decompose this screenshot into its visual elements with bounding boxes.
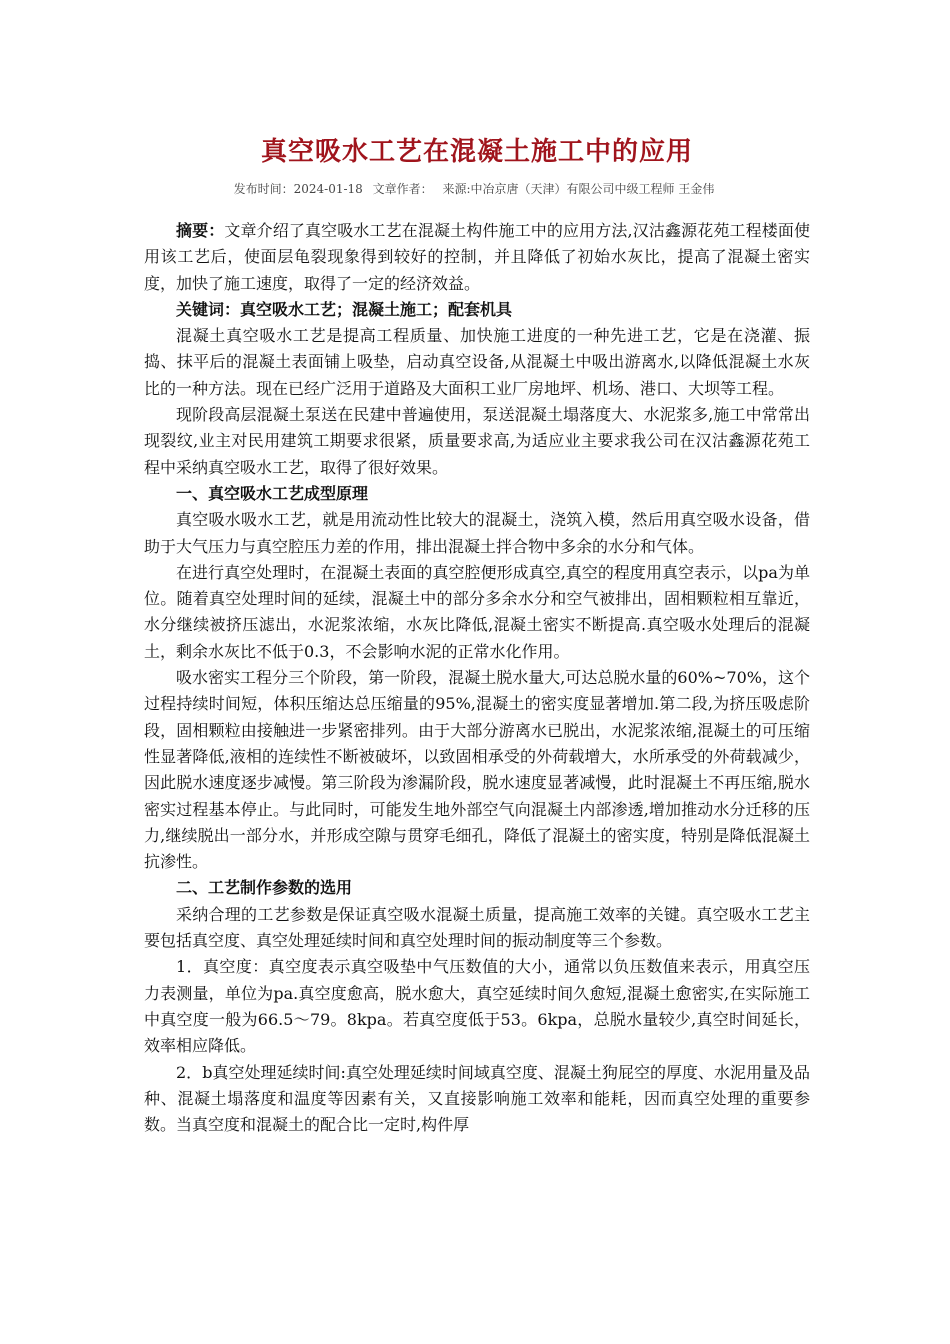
abstract-paragraph — [144, 218, 810, 297]
paragraph-5: 吸水密实工程分三个阶段，第一阶段，混凝土脱水量大,可达总脱水量的60%~70%，这个过程持续时间短，体积压缩达总压缩量的95%,混凝土的密实度显著增加.第二段,为挤压吸虑阶段，固相颗粒由接触进一步紧密排列。由于大部分游离水已脱出，水泥浆浓缩,混凝土的可压缩性显著降低,液相的连续性不断被破坏，以致固相承受的外荷载增大，水所承受的外荷载减少，因此脱水速度逐步减慢。第三阶段为渗漏阶段，脱水速度显著减慢，此时混凝土不再压缩,脱水密实过程基本停止。与此同时，可能发生地外部空气向混凝土内部渗透,增加推动水分迁移的压力,继续脱出一部分水，并形成空隙与贯穿毛细孔，降低了混凝土的密实度，特别是降低混凝土抗渗性。 — [144, 668, 810, 872]
article-body — [144, 218, 810, 1138]
paragraph-2: 现阶段高层混凝土泵送在民建中普遍使用，泵送混凝土塌落度大、水泥浆多,施工中常常出现裂纹,业主对民用建筑工期要求很紧，质量要求高,为适应业主要求我公司在汉沽鑫源花苑工程中采纳真空吸水工艺，取得了很好效果。 — [144, 405, 810, 477]
section-heading-2: 二、工艺制作参数的选用 — [176, 878, 353, 898]
article — [144, 128, 810, 1138]
paragraph-8: 2．b真空处理延续时间:真空处理延续时间域真空度、混凝土狗屁空的厚度、水泥用量及品种、混凝土塌落度和温度等因素有关，又直接影响施工效率和能耗，因而真空处理的重要参数。当真空度和混凝土的配合比一定时,构件厚 — [144, 1062, 810, 1135]
source-label: 来源:中冶京唐（天津）有限公司中级工程师 王金伟 — [442, 182, 715, 196]
abstract-text: 文章介绍了真空吸水工艺在混凝土构件施工中的应用方法,汉沽鑫源花苑工程楼面使用该工艺后，使面层龟裂现象得到较好的控制，并且降低了初始水灰比，提高了混凝土密实度，加快了施工速度，取得了一定的经济效益。 — [144, 221, 810, 293]
keywords: 关键词：真空吸水工艺；混凝土施工；配套机具 — [176, 299, 513, 319]
paragraph-1: 混凝土真空吸水工艺是提高工程质量、加快施工进度的一种先进工艺，它是在浇灌、振捣、抹平后的混凝土表面铺上吸垫，启动真空设备,从混凝土中吸出游离水,以降低混凝土水灰比的一种方法。现在已经广泛用于道路及大面积工业厂房地坪、机场、港口、大坝等工程。 — [144, 326, 810, 398]
section-heading-1: 一、真空吸水工艺成型原理 — [176, 483, 369, 503]
article-meta — [144, 180, 810, 198]
paragraph-7: 1．真空度：真空度表示真空吸垫中气压数值的大小，通常以负压数值来表示，用真空压力表测量，单位为pa.真空度愈高，脱水愈大，真空延续时间久愈短,混凝土愈密实,在实际施工中真空度一般为66.5～79。8kpa。若真空度低于53。6kpa，总脱水量较少,真空时间延长，效率相应降低。 — [144, 957, 810, 1056]
publish-date: 发布时间：2024-01-18 — [233, 182, 363, 196]
paragraph-6: 采纳合理的工艺参数是保证真空吸水混凝土质量，提高施工效率的关键。真空吸水工艺主要包括真空度、真空处理延续时间和真空处理时间的振动制度等三个参数。 — [144, 904, 810, 951]
paragraph-3: 真空吸水吸水工艺，就是用流动性比较大的混凝土，浇筑入模，然后用真空吸水设备，借助于大气压力与真空腔压力差的作用，排出混凝土拌合物中多余的水分和气体。 — [144, 510, 810, 556]
paragraph-4: 在进行真空处理时，在混凝土表面的真空腔便形成真空,真空的程度用真空表示，以pa为单位。随着真空处理时间的延续，混凝土中的部分多余水分和空气被排出，固相颗粒相互靠近，水分继续被挤压滤出，水泥浆浓缩，水灰比降低,混凝土密实不断提高.真空吸水处理后的混凝土，剩余水灰比不低于0.3，不会影响水泥的正常水化作用。 — [144, 562, 810, 661]
page-title: 真空吸水工艺在混凝土施工中的应用 — [260, 137, 693, 167]
author-label: 文章作者： — [372, 182, 433, 196]
abstract-label: 摘要： — [176, 221, 225, 240]
